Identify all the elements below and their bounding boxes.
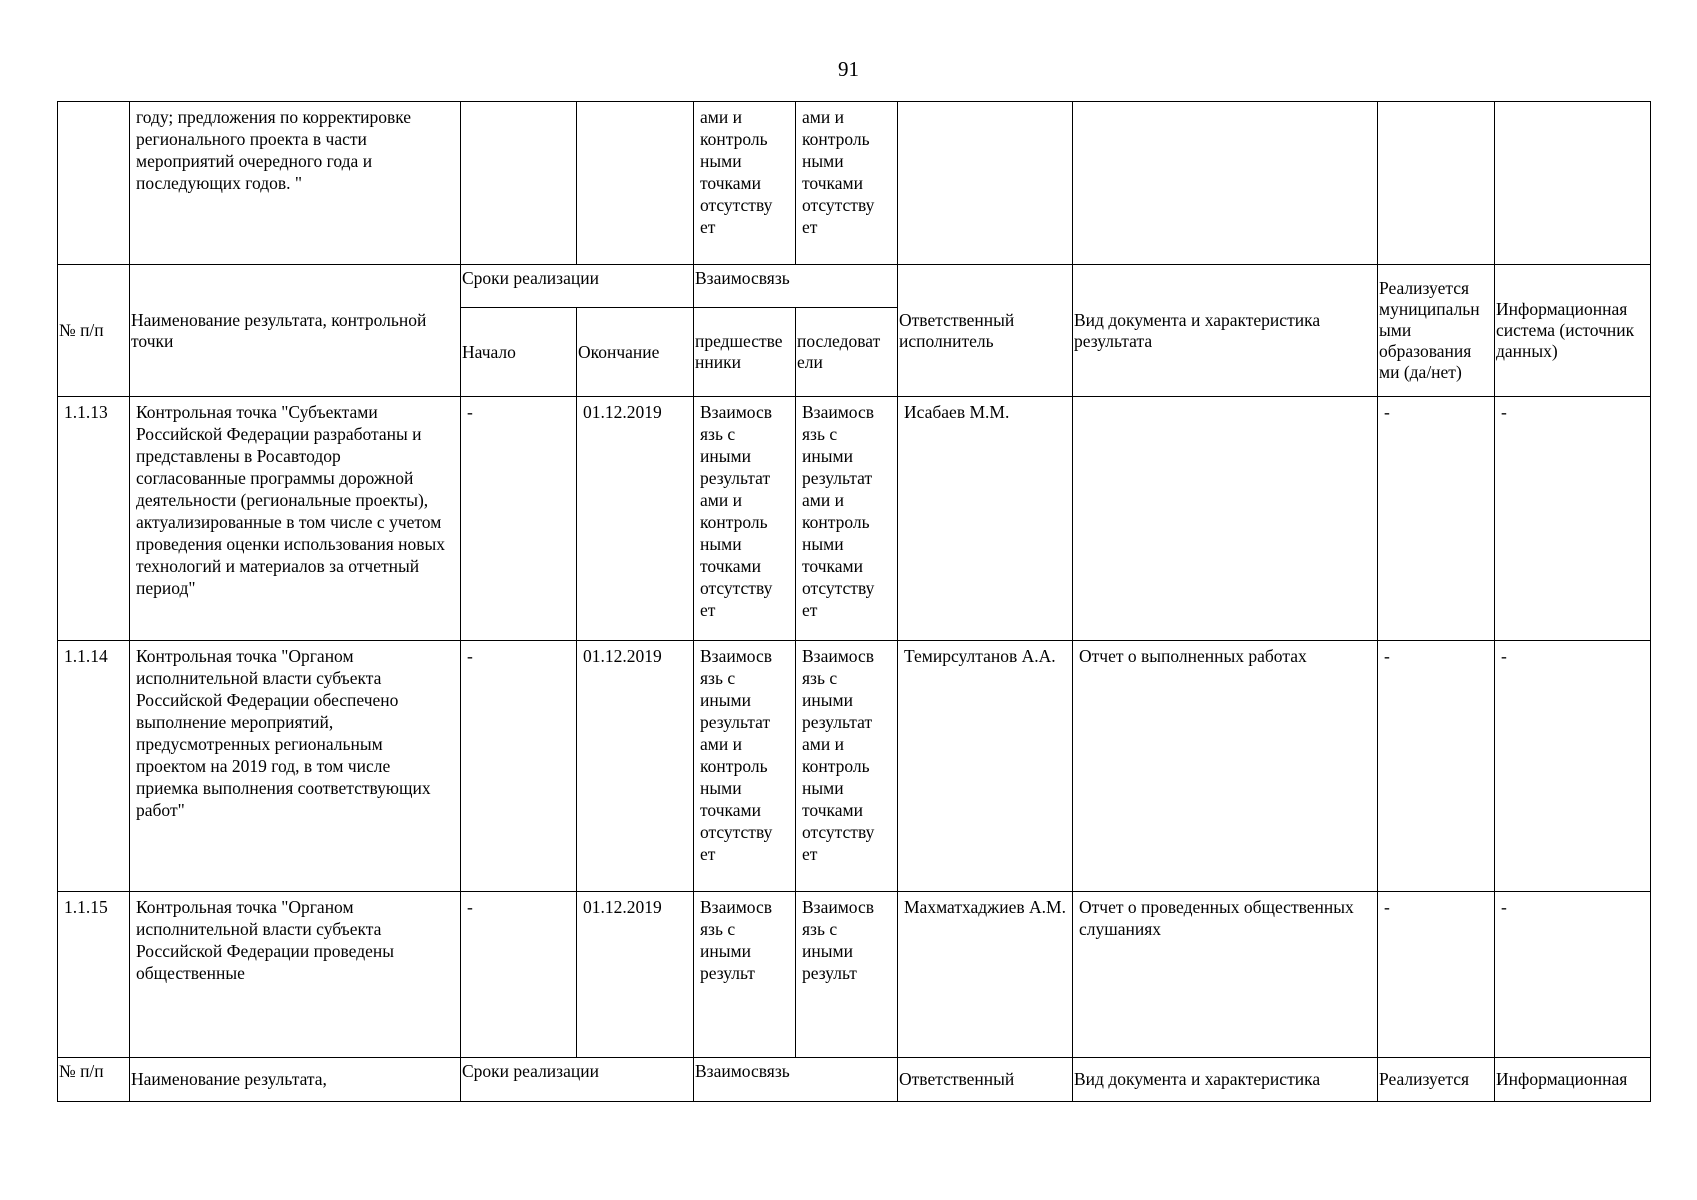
cell-pred: ами и контроль ными точками отсутству ет — [694, 102, 796, 265]
table-row — [58, 641, 1651, 892]
cell-end: 01.12.2019 — [577, 397, 694, 641]
header-start: Начало — [461, 308, 577, 397]
repeated-header-row — [58, 1058, 1651, 1102]
header-link: Взаимосвязь — [694, 265, 898, 308]
cell-num: 1.1.13 — [58, 397, 130, 641]
cell-pred: Взаимосв язь с иными результат ами и контроль ными точками отсутству ет — [694, 641, 796, 892]
cell-start: - — [461, 397, 577, 641]
page-number: 91 — [838, 57, 859, 81]
header-doc: Вид документа и характеристика — [1073, 1058, 1378, 1102]
cell-name: году; предложения по корректировке регионального проекта в части мероприятий очередного года и последующих годов. " — [130, 102, 461, 265]
header-end: Окончание — [577, 308, 694, 397]
cell-muni: - — [1378, 641, 1495, 892]
header-num: № п/п — [58, 265, 130, 397]
cell-resp — [898, 102, 1073, 265]
cell-start: - — [461, 641, 577, 892]
cell-muni — [1378, 102, 1495, 265]
cell-name: Контрольная точка "Органом исполнительной власти субъекта Российской Федерации обеспечено выполнение мероприятий, предусмотренных региональным проектом на 2019 год, в том числе приемка выполнения соответствующих работ" — [130, 641, 461, 892]
cell-info: - — [1495, 641, 1651, 892]
cell-info — [1495, 102, 1651, 265]
cell-doc: Отчет о выполненных работах — [1073, 641, 1378, 892]
cell-succ: ами и контроль ными точками отсутству ет — [796, 102, 898, 265]
header-period: Сроки реализации — [461, 265, 694, 308]
continuation-row — [58, 102, 1651, 265]
cell-resp: Темирсултанов А.А. — [898, 641, 1073, 892]
results-table — [57, 101, 1651, 1102]
cell-start — [461, 102, 577, 265]
cell-muni: - — [1378, 892, 1495, 1058]
cell-start: - — [461, 892, 577, 1058]
cell-pred: Взаимосв язь с иными результат ами и контроль ными точками отсутству ет — [694, 397, 796, 641]
header-row — [58, 265, 1651, 308]
cell-doc: Отчет о проведенных общественных слушаниях — [1073, 892, 1378, 1058]
cell-end — [577, 102, 694, 265]
cell-doc — [1073, 102, 1378, 265]
cell-end: 01.12.2019 — [577, 641, 694, 892]
header-pred: предшестве нники — [694, 308, 796, 397]
header-info: Информационная — [1495, 1058, 1651, 1102]
header-muni: Реализуется муниципальн ыми образования ми (да/нет) — [1378, 265, 1495, 397]
header-muni: Реализуется — [1378, 1058, 1495, 1102]
cell-num: 1.1.14 — [58, 641, 130, 892]
header-link: Взаимосвязь — [694, 1058, 898, 1102]
cell-succ: Взаимосв язь с иными результат ами и контроль ными точками отсутству ет — [796, 641, 898, 892]
header-doc: Вид документа и характеристика результата — [1073, 265, 1378, 397]
header-num: № п/п — [58, 1058, 130, 1102]
cell-resp: Махматхаджиев А.М. — [898, 892, 1073, 1058]
cell-end: 01.12.2019 — [577, 892, 694, 1058]
header-info: Информационная система (источник данных) — [1495, 265, 1651, 397]
header-name: Наименование результата, контрольной точки — [130, 265, 461, 397]
cell-name: Контрольная точка "Субъектами Российской Федерации разработаны и представлены в Росавтодор согласованные программы дорожной деятельности (региональные проекты), актуализированные в том числе с учетом проведения оценки использования новых технологий и материалов за отчетный период" — [130, 397, 461, 641]
cell-pred: Взаимосв язь с иными результ — [694, 892, 796, 1058]
table-row — [58, 892, 1651, 1058]
cell-muni: - — [1378, 397, 1495, 641]
header-period: Сроки реализации — [461, 1058, 694, 1102]
cell-succ: Взаимосв язь с иными результат ами и контроль ными точками отсутству ет — [796, 397, 898, 641]
header-resp: Ответственный — [898, 1058, 1073, 1102]
cell-doc — [1073, 397, 1378, 641]
cell-info: - — [1495, 397, 1651, 641]
cell-num: 1.1.15 — [58, 892, 130, 1058]
cell-resp: Исабаев М.М. — [898, 397, 1073, 641]
cell-info: - — [1495, 892, 1651, 1058]
cell-succ: Взаимосв язь с иными результ — [796, 892, 898, 1058]
table-row — [58, 397, 1651, 641]
header-name: Наименование результата, — [130, 1058, 461, 1102]
header-succ: последоват ели — [796, 308, 898, 397]
cell-name: Контрольная точка "Органом исполнительной власти субъекта Российской Федерации проведены общественные — [130, 892, 461, 1058]
header-resp: Ответственный исполнитель — [898, 265, 1073, 397]
cell-num — [58, 102, 130, 265]
